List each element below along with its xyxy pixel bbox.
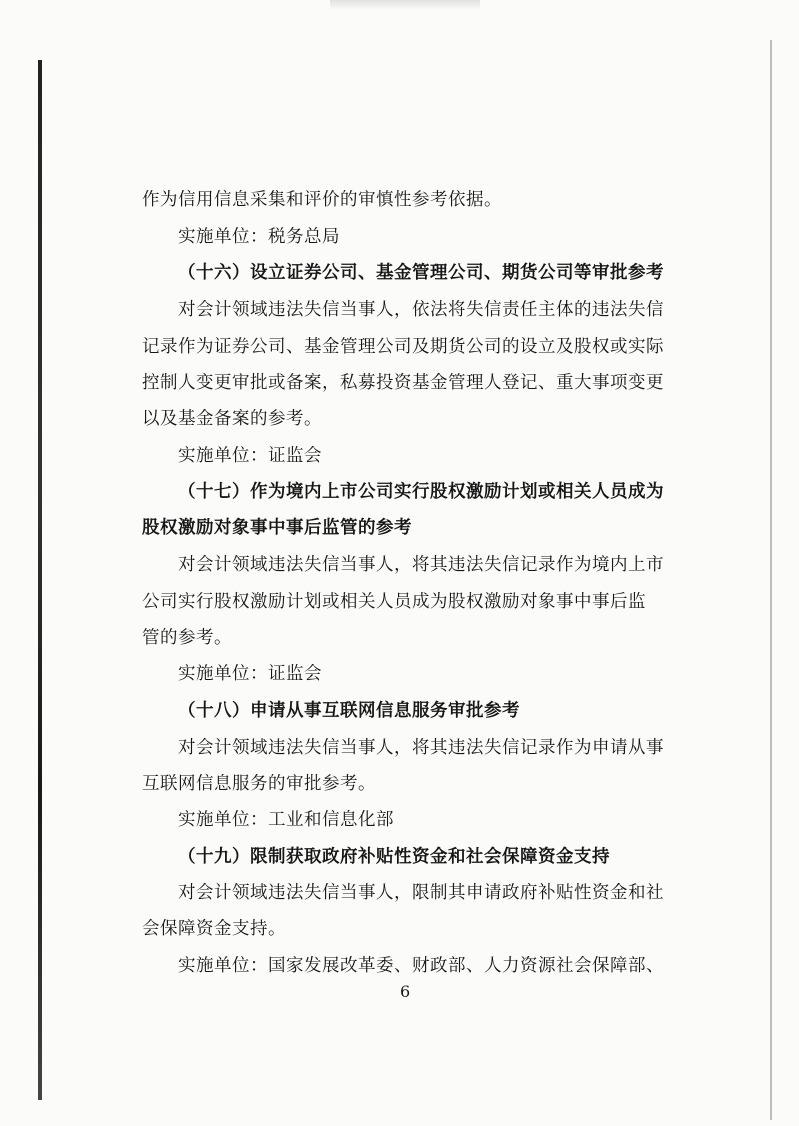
text-line: 实施单位：证监会: [178, 664, 322, 684]
section-heading-18: （十八）申请从事互联网信息服务审批参考: [178, 701, 520, 721]
scan-edge-left: [38, 60, 42, 1100]
text-line: 记录作为证券公司、基金管理公司及期货公司的设立及股权或实际: [142, 337, 664, 357]
section-heading-19: （十九）限制获取政府补贴性资金和社会保障资金支持: [178, 847, 610, 867]
text-line: 对会计领域违法失信当事人，将其违法失信记录作为申请从事: [178, 738, 664, 758]
text-line: 控制人变更审批或备案，私募投资基金管理人登记、重大事项变更: [142, 373, 664, 393]
text-line: 实施单位：工业和信息化部: [178, 810, 394, 830]
text-line: 对会计领域违法失信当事人，将其违法失信记录作为境内上市: [178, 555, 664, 575]
text-line: 对会计领域违法失信当事人，依法将失信责任主体的违法失信: [178, 300, 664, 320]
text-line: 公司实行股权激励计划或相关人员成为股权激励对象事中事后监: [142, 592, 646, 612]
section-heading-17-cont: 股权激励对象事中事后监管的参考: [142, 518, 412, 538]
section-heading-17: （十七）作为境内上市公司实行股权激励计划或相关人员成为: [178, 482, 664, 502]
text-line: 实施单位：国家发展改革委、财政部、人力资源社会保障部、: [178, 956, 664, 976]
text-line: 对会计领域违法失信当事人，限制其申请政府补贴性资金和社: [178, 883, 664, 903]
text-line: 实施单位：税务总局: [178, 227, 340, 247]
page-number: 6: [400, 982, 411, 1001]
text-line: 实施单位：证监会: [178, 446, 322, 466]
scan-edge-right: [770, 40, 772, 1120]
text-line: 会保障资金支持。: [142, 919, 286, 939]
text-line: 以及基金备案的参考。: [142, 409, 322, 429]
section-heading-16: （十六）设立证券公司、基金管理公司、期货公司等审批参考: [178, 263, 664, 283]
text-line: 作为信用信息采集和评价的审慎性参考依据。: [142, 190, 502, 210]
scan-artifact-top: [330, 0, 480, 10]
text-line: 管的参考。: [142, 628, 232, 648]
text-line: 互联网信息服务的审批参考。: [142, 774, 376, 794]
